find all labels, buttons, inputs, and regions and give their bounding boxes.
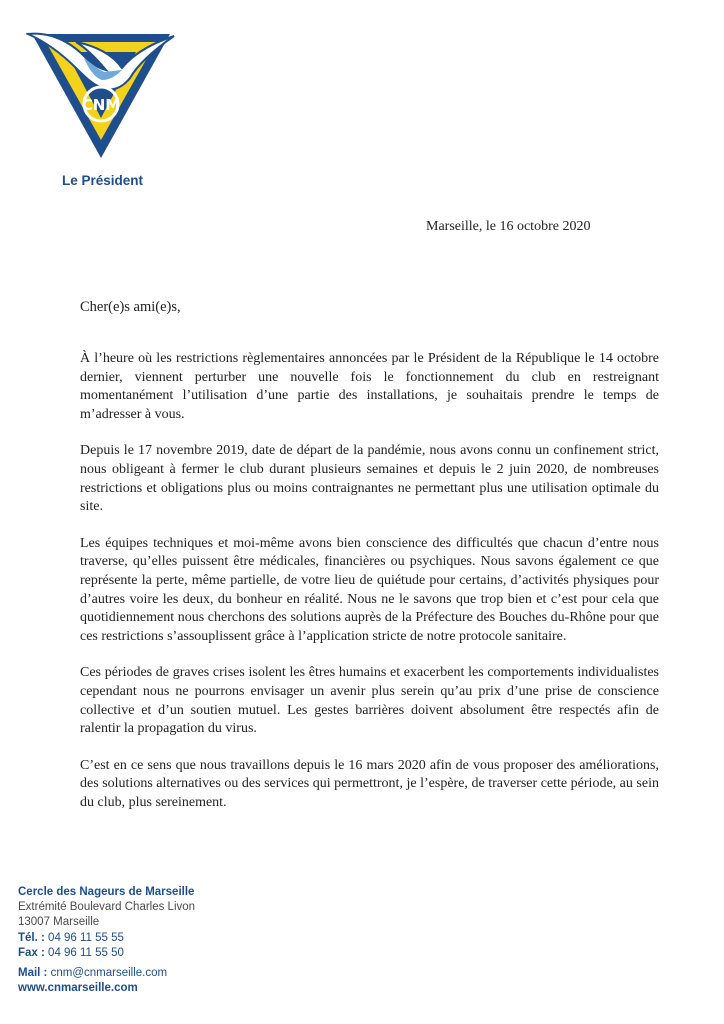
organization-name: Cercle des Nageurs de Marseille xyxy=(18,886,195,898)
phone-row xyxy=(18,931,195,946)
fax-label: Fax : xyxy=(18,946,45,959)
letter-salutation: Cher(e)s ami(e)s, xyxy=(80,299,181,315)
phone-number: 04 96 11 55 55 xyxy=(48,931,124,944)
club-logo xyxy=(26,28,176,160)
mail-address: cnm@cnmarseille.com xyxy=(50,967,168,980)
mail-row xyxy=(18,966,195,981)
phone-label: Tél. : xyxy=(18,931,45,944)
address-line: 13007 Marseille xyxy=(18,916,100,929)
letter-date: Marseille, le 16 octobre 2020 xyxy=(426,219,591,234)
fax-row xyxy=(18,946,195,961)
paragraph: C’est en ce sens que nous travaillons depuis le 16 mars 2020 afin de vous proposer des améliorations, des solutions alternatives ou des services qui permettront, je l’espère, de traverser cette période, au sein du club, plus sereinement. xyxy=(80,757,659,810)
letter-body xyxy=(80,350,659,830)
paragraph: Les équipes techniques et moi-même avons bien conscience des difficultés que chacun d’entre nous traverse, qu’elles puissent être médicales, financières ou psychiques. Nous savons également ce que représente la perte, même partielle, de votre lieu de quiétude pour certains, d’activités physiques pour d’autres voire les deux, du bonheur en réalité. Nous ne le savons que trop bien et c’est pour cela que quotidiennement nous cherchons des solutions auprès de la Préfecture des Bouches du-Rhône pour que ces restrictions s’assouplissent grâce à l’application stricte de notre protocole sanitaire. xyxy=(80,535,659,644)
website-link: www.cnmarseille.com xyxy=(18,982,138,995)
logo-monogram: CNM xyxy=(81,96,121,114)
paragraph: Ces périodes de graves crises isolent les êtres humains et exacerbent les comportements individualistes cependant nous ne pourrons envisager un avenir plus serein qu’au prix d’une prise de conscience collective et d’un soutien mutuel. Les gestes barrières doivent absolument être respectés afin de ralentir la propagation du virus. xyxy=(80,665,659,737)
president-title: Le Président xyxy=(62,173,144,188)
letterhead-footer xyxy=(18,885,195,996)
paragraph: Depuis le 17 novembre 2019, date de départ de la pandémie, nous avons connu un confinement strict, nous obligeant à fermer le club durant plusieurs semaines et depuis le 2 juin 2020, de nombreuses restrictions et obligations plus ou moins contraignantes ne permettant plus une utilisation optimale du site. xyxy=(80,443,659,515)
cnm-emblem-icon xyxy=(26,28,176,160)
fax-number: 04 96 11 55 50 xyxy=(48,946,124,959)
mail-label: Mail : xyxy=(18,967,48,980)
address-line: Extrémité Boulevard Charles Livon xyxy=(18,901,196,914)
paragraph: À l’heure où les restrictions règlementaires annoncées par le Président de la République le 14 octobre dernier, viennent perturber une nouvelle fois le fonctionnement du club en restreignant momentanément l’utilisation d’une partie des installations, je souhaitais prendre le temps de m’adresser à vous. xyxy=(80,351,659,422)
